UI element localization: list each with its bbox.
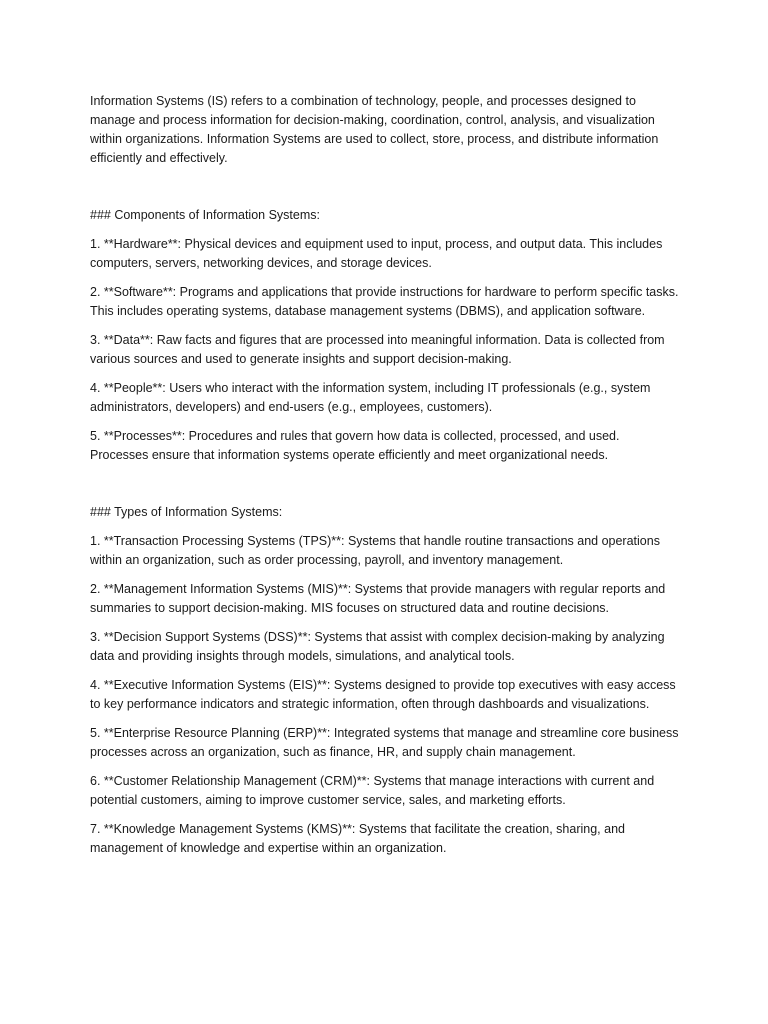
component-item-hardware: 1. **Hardware**: Physical devices and equipment used to input, process, and output data. This includes computers, servers, networking devices, and storage devices. bbox=[90, 237, 663, 270]
types-heading: ### Types of Information Systems: bbox=[90, 505, 283, 519]
type-item-kms: 7. **Knowledge Management Systems (KMS)**: Systems that facilitate the creation, sharing, and management of knowledge and expertise within an organization. bbox=[90, 822, 625, 855]
type-item-tps: 1. **Transaction Processing Systems (TPS)**: Systems that handle routine transactions and operations within an organization, such as order processing, payroll, and inventory management. bbox=[90, 534, 660, 567]
type-item-mis: 2. **Management Information Systems (MIS)**: Systems that provide managers with regular reports and summaries to support decision-making. MIS focuses on structured data and routine decisions. bbox=[90, 582, 666, 615]
component-item-software: 2. **Software**: Programs and applications that provide instructions for hardware to perform specific tasks. This includes operating systems, database management systems (DBMS), and application software. bbox=[90, 285, 679, 318]
type-item-crm: 6. **Customer Relationship Management (CRM)**: Systems that manage interactions with current and potential customers, aiming to improve customer service, sales, and marketing efforts. bbox=[90, 774, 655, 807]
component-item-people: 4. **People**: Users who interact with the information system, including IT professionals (e.g., system administrators, developers) and end-users (e.g., employees, customers). bbox=[90, 381, 651, 414]
document-body bbox=[90, 92, 680, 868]
component-item-processes: 5. **Processes**: Procedures and rules that govern how data is collected, processed, and used. Processes ensure that information systems operate efficiently and meet organizational needs. bbox=[90, 429, 620, 462]
type-item-dss: 3. **Decision Support Systems (DSS)**: Systems that assist with complex decision-making by analyzing data and providing insights through models, simulations, and analytical tools. bbox=[90, 630, 665, 663]
type-item-eis: 4. **Executive Information Systems (EIS)**: Systems designed to provide top executives with easy access to key performance indicators and strategic information, often through dashboards and visualizations. bbox=[90, 678, 676, 711]
type-item-erp: 5. **Enterprise Resource Planning (ERP)**: Integrated systems that manage and streamline core business processes across an organization, such as finance, HR, and supply chain management. bbox=[90, 726, 679, 759]
intro-paragraph: Information Systems (IS) refers to a combination of technology, people, and processes designed to manage and process information for decision-making, coordination, control, analysis, and visualization within organizations. Information Systems are used to collect, store, process, and distribute information efficiently and effectively. bbox=[90, 94, 659, 165]
components-heading: ### Components of Information Systems: bbox=[90, 208, 320, 222]
component-item-data: 3. **Data**: Raw facts and figures that are processed into meaningful information. Data is collected from various sources and used to generate insights and support decision-making. bbox=[90, 333, 665, 366]
